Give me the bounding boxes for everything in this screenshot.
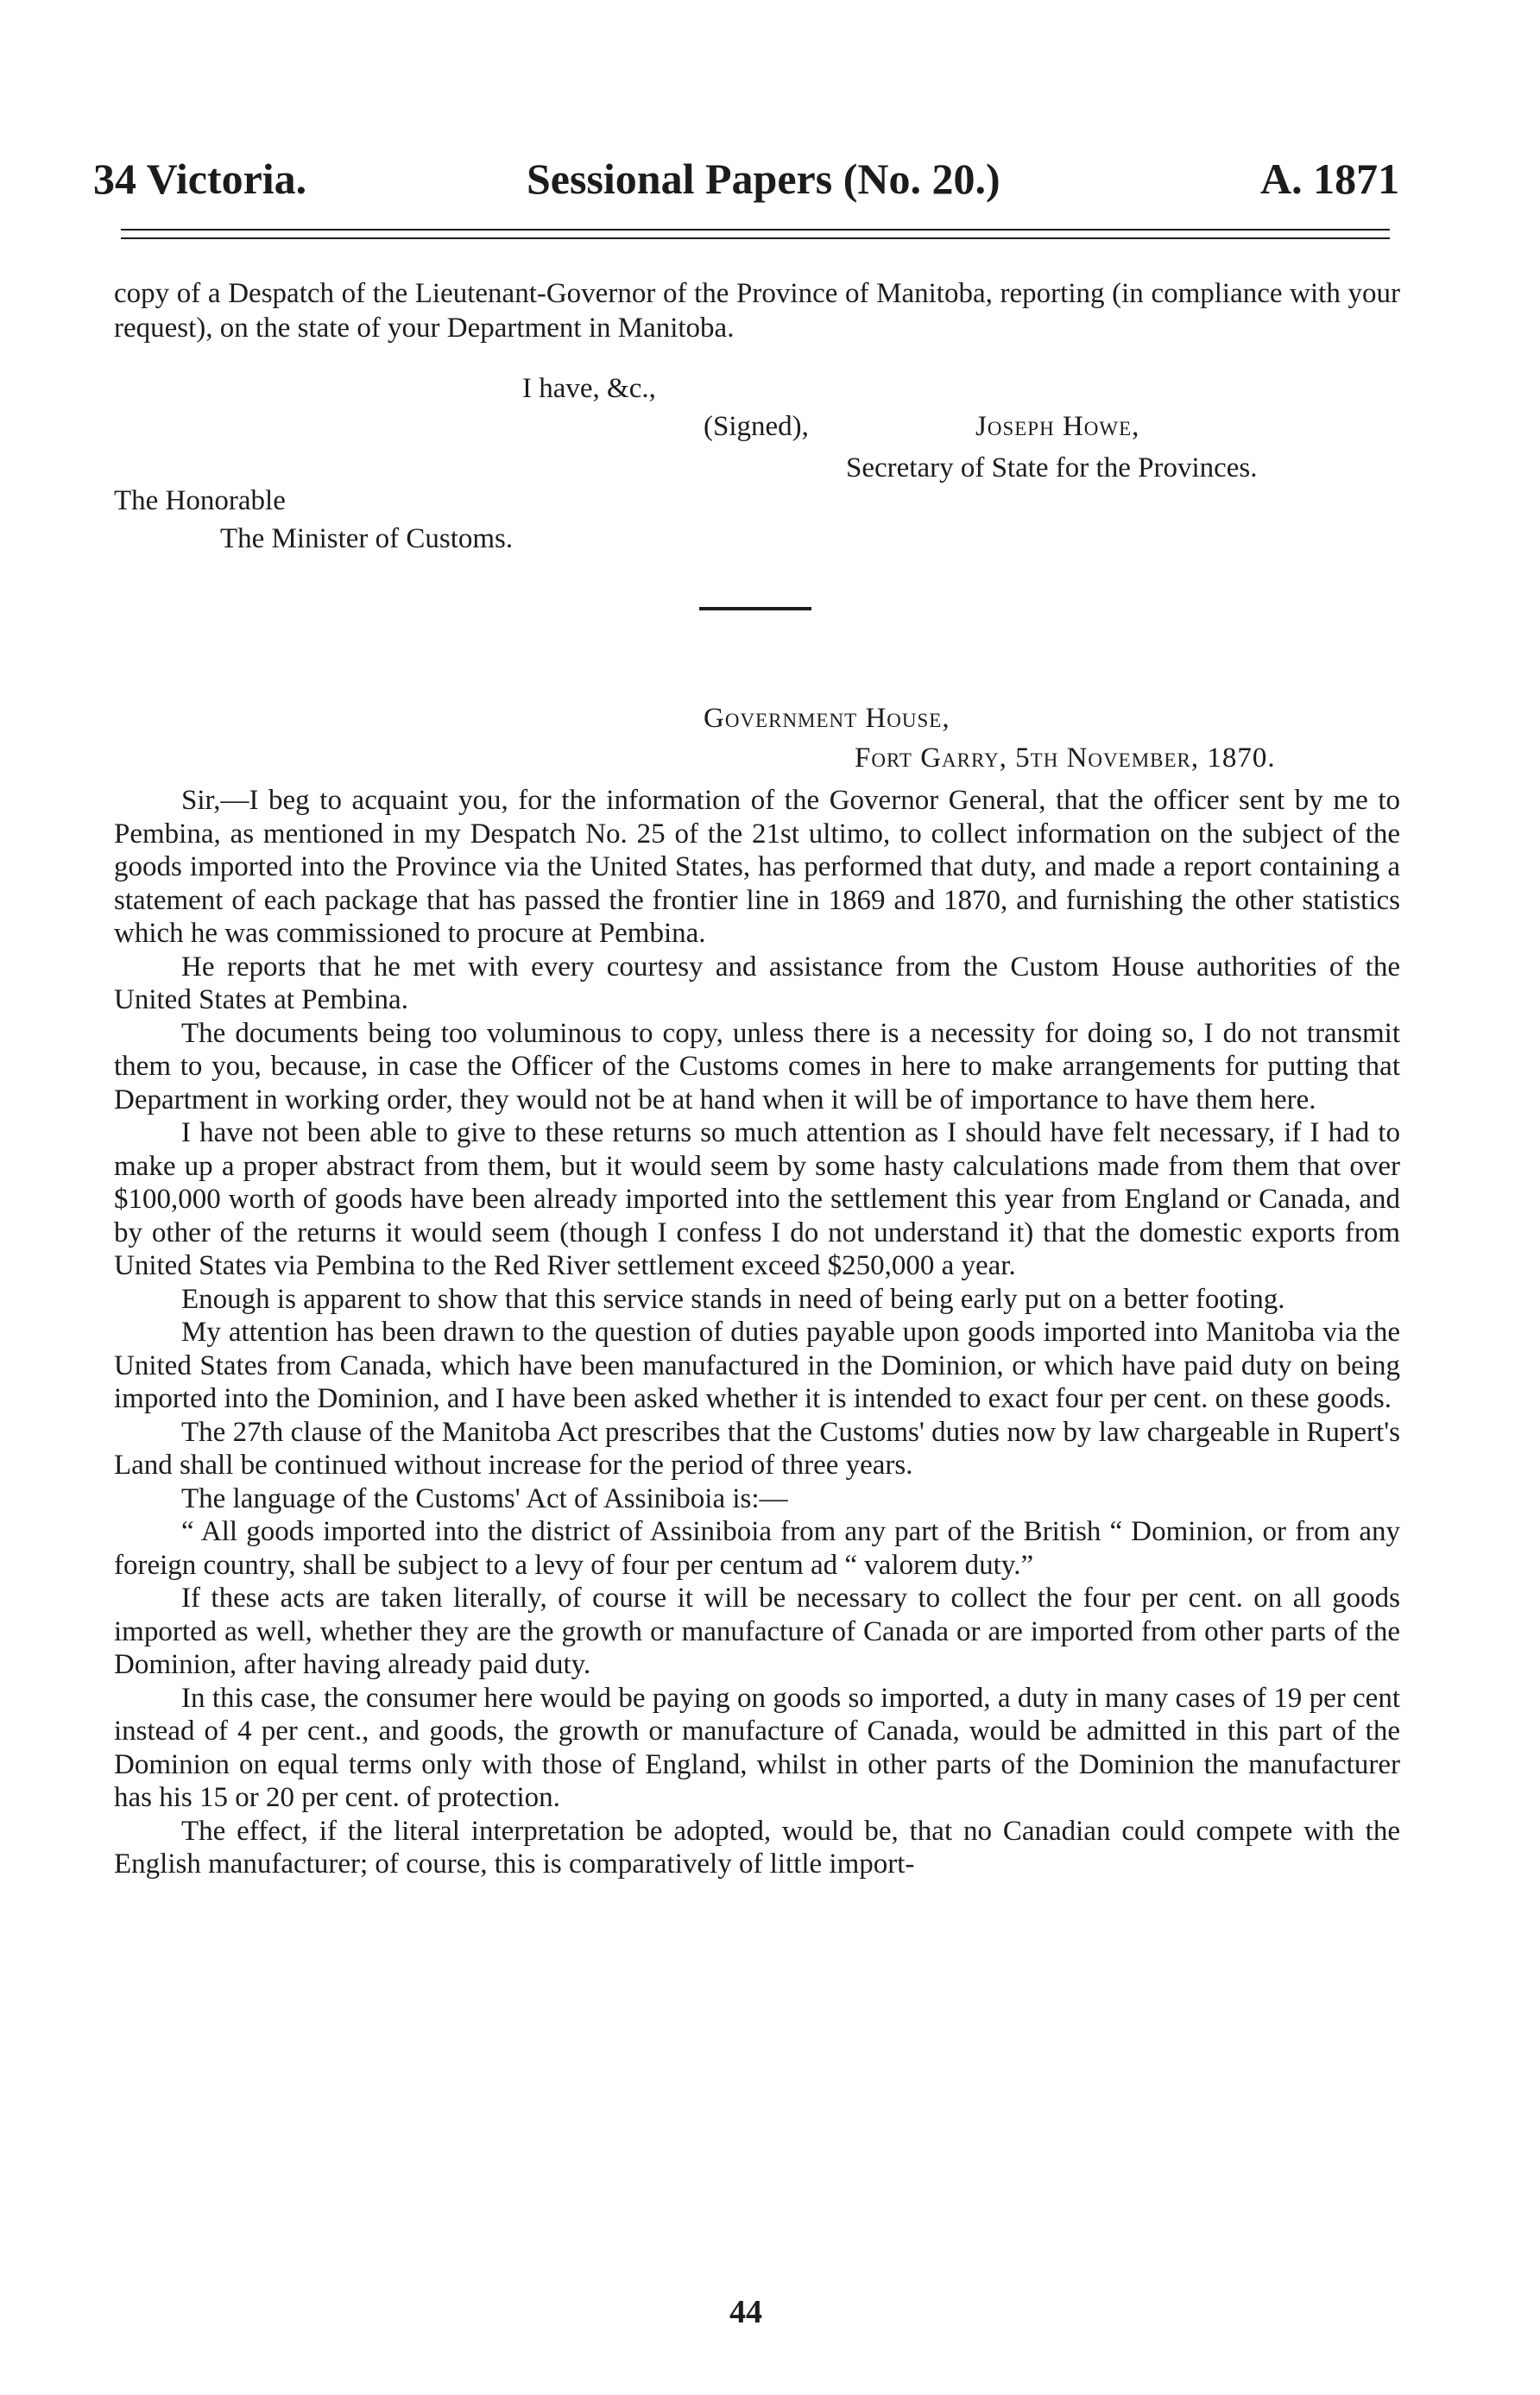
letter1-closing: I have, &c., xyxy=(522,373,656,404)
header-title: Sessional Papers (No. 20.) xyxy=(527,155,1000,203)
letter1-signer: Joseph Howe, xyxy=(975,411,1140,442)
letter1-addressee-line1: The Honorable xyxy=(114,485,286,516)
header-volume: 34 Victoria. xyxy=(93,155,307,203)
letter2-paragraph: Enough is apparent to show that this service stands in need of being early put on a better footing. xyxy=(181,1283,1285,1315)
header-rule-bottom xyxy=(121,237,1390,239)
letter1-addressee-line2: The Minister of Customs. xyxy=(220,523,514,554)
letter2-paragraph: The language of the Customs' Act of Assiniboia is:— xyxy=(181,1482,788,1514)
header-rule-top xyxy=(121,229,1390,231)
letter2-paragraph: If these acts are taken literally, of course it will be necessary to collect the four per cent. on all goods imported as well, whether they are the growth or manufacture of Canada or are imported from other parts of the Dominion, after having already paid duty. xyxy=(114,1583,1400,1680)
letter2-paragraph: Sir,—I beg to acquaint you, for the information of the Governor General, that the officer sent by me to Pembina, as mentioned in my Despatch No. 25 of the 21st ultimo, to collect information on the subject of the goods imported into the Province via the United States, has performed that duty, and made a report containing a statement of each package that has passed the frontier line in 1869 and 1870, and furnishing the other statistics which he was commissioned to procure at Pembina. xyxy=(114,785,1400,949)
letter2-quotation: “ All goods imported into the district of Assiniboia from any part of the British “ Dominion, or from any foreign country, shall be subject to a levy of four per centum ad “ valorem duty.” xyxy=(114,1516,1400,1581)
letter1-opening xyxy=(114,276,1400,345)
letter2-paragraph: He reports that he met with every courtesy and assistance from the Custom House authorities of the United States at Pembina. xyxy=(114,951,1400,1015)
letter1-opening-text: copy of a Despatch of the Lieutenant-Governor of the Province of Manitoba, reporting (in compliance with your request), on the state of your Department in Manitoba. xyxy=(114,278,1400,344)
letter2-paragraph: In this case, the consumer here would be paying on goods so imported, a duty in many cases of 19 per cent instead of 4 per cent., and goods, the growth or manufacture of Canada, would be admitted in this part of the Dominion on equal terms only with those of England, whilst in other parts of the Dominion the manufacturer has his 15 or 20 per cent. of protection. xyxy=(114,1682,1400,1813)
page-number: 44 xyxy=(729,2294,762,2330)
letter2-paragraph: My attention has been drawn to the question of duties payable upon goods imported into Manitoba via the United States from Canada, which have been manufactured in the Dominion, or which have paid duty on being imported into the Dominion, and I have been asked whether it is intended to exact four per cent. on these goods. xyxy=(114,1317,1400,1414)
header-year: A. 1871 xyxy=(1260,155,1400,203)
section-divider xyxy=(699,607,811,610)
letter2-paragraph: The 27th clause of the Manitoba Act prescribes that the Customs' duties now by law chargeable in Rupert's Land shall be continued without increase for the period of three years. xyxy=(114,1416,1400,1481)
letter2-body xyxy=(114,784,1400,1881)
letter2-place: Government House, xyxy=(704,703,950,734)
letter2-paragraph: I have not been able to give to these returns so much attention as I should have felt necessary, if I had to make up a proper abstract from them, but it would seem by some hasty calculations made from them that over $100,000 worth of goods have been already imported into the settlement this year from England or Canada, and by other of the returns it would seem (though I confess I do not understand it) that the domestic exports from United States via Pembina to the Red River settlement exceed $250,000 a year. xyxy=(114,1117,1400,1281)
letter1-signed: (Signed), xyxy=(704,411,809,442)
letter2-place-date: Fort Garry, 5th November, 1870. xyxy=(855,743,1276,774)
letter2-paragraph: The effect, if the literal interpretation be adopted, would be, that no Canadian could compete with the English manufacturer; of course, this is comparatively of little import- xyxy=(114,1815,1400,1880)
letter2-paragraph: The documents being too voluminous to copy, unless there is a necessity for doing so, I do not transmit them to you, because, in case the Officer of the Customs comes in here to make arrangements for putting that Department in working order, they would not be at hand when it will be of importance to have them here. xyxy=(114,1017,1400,1115)
letter1-signer-title: Secretary of State for the Provinces. xyxy=(846,452,1258,483)
